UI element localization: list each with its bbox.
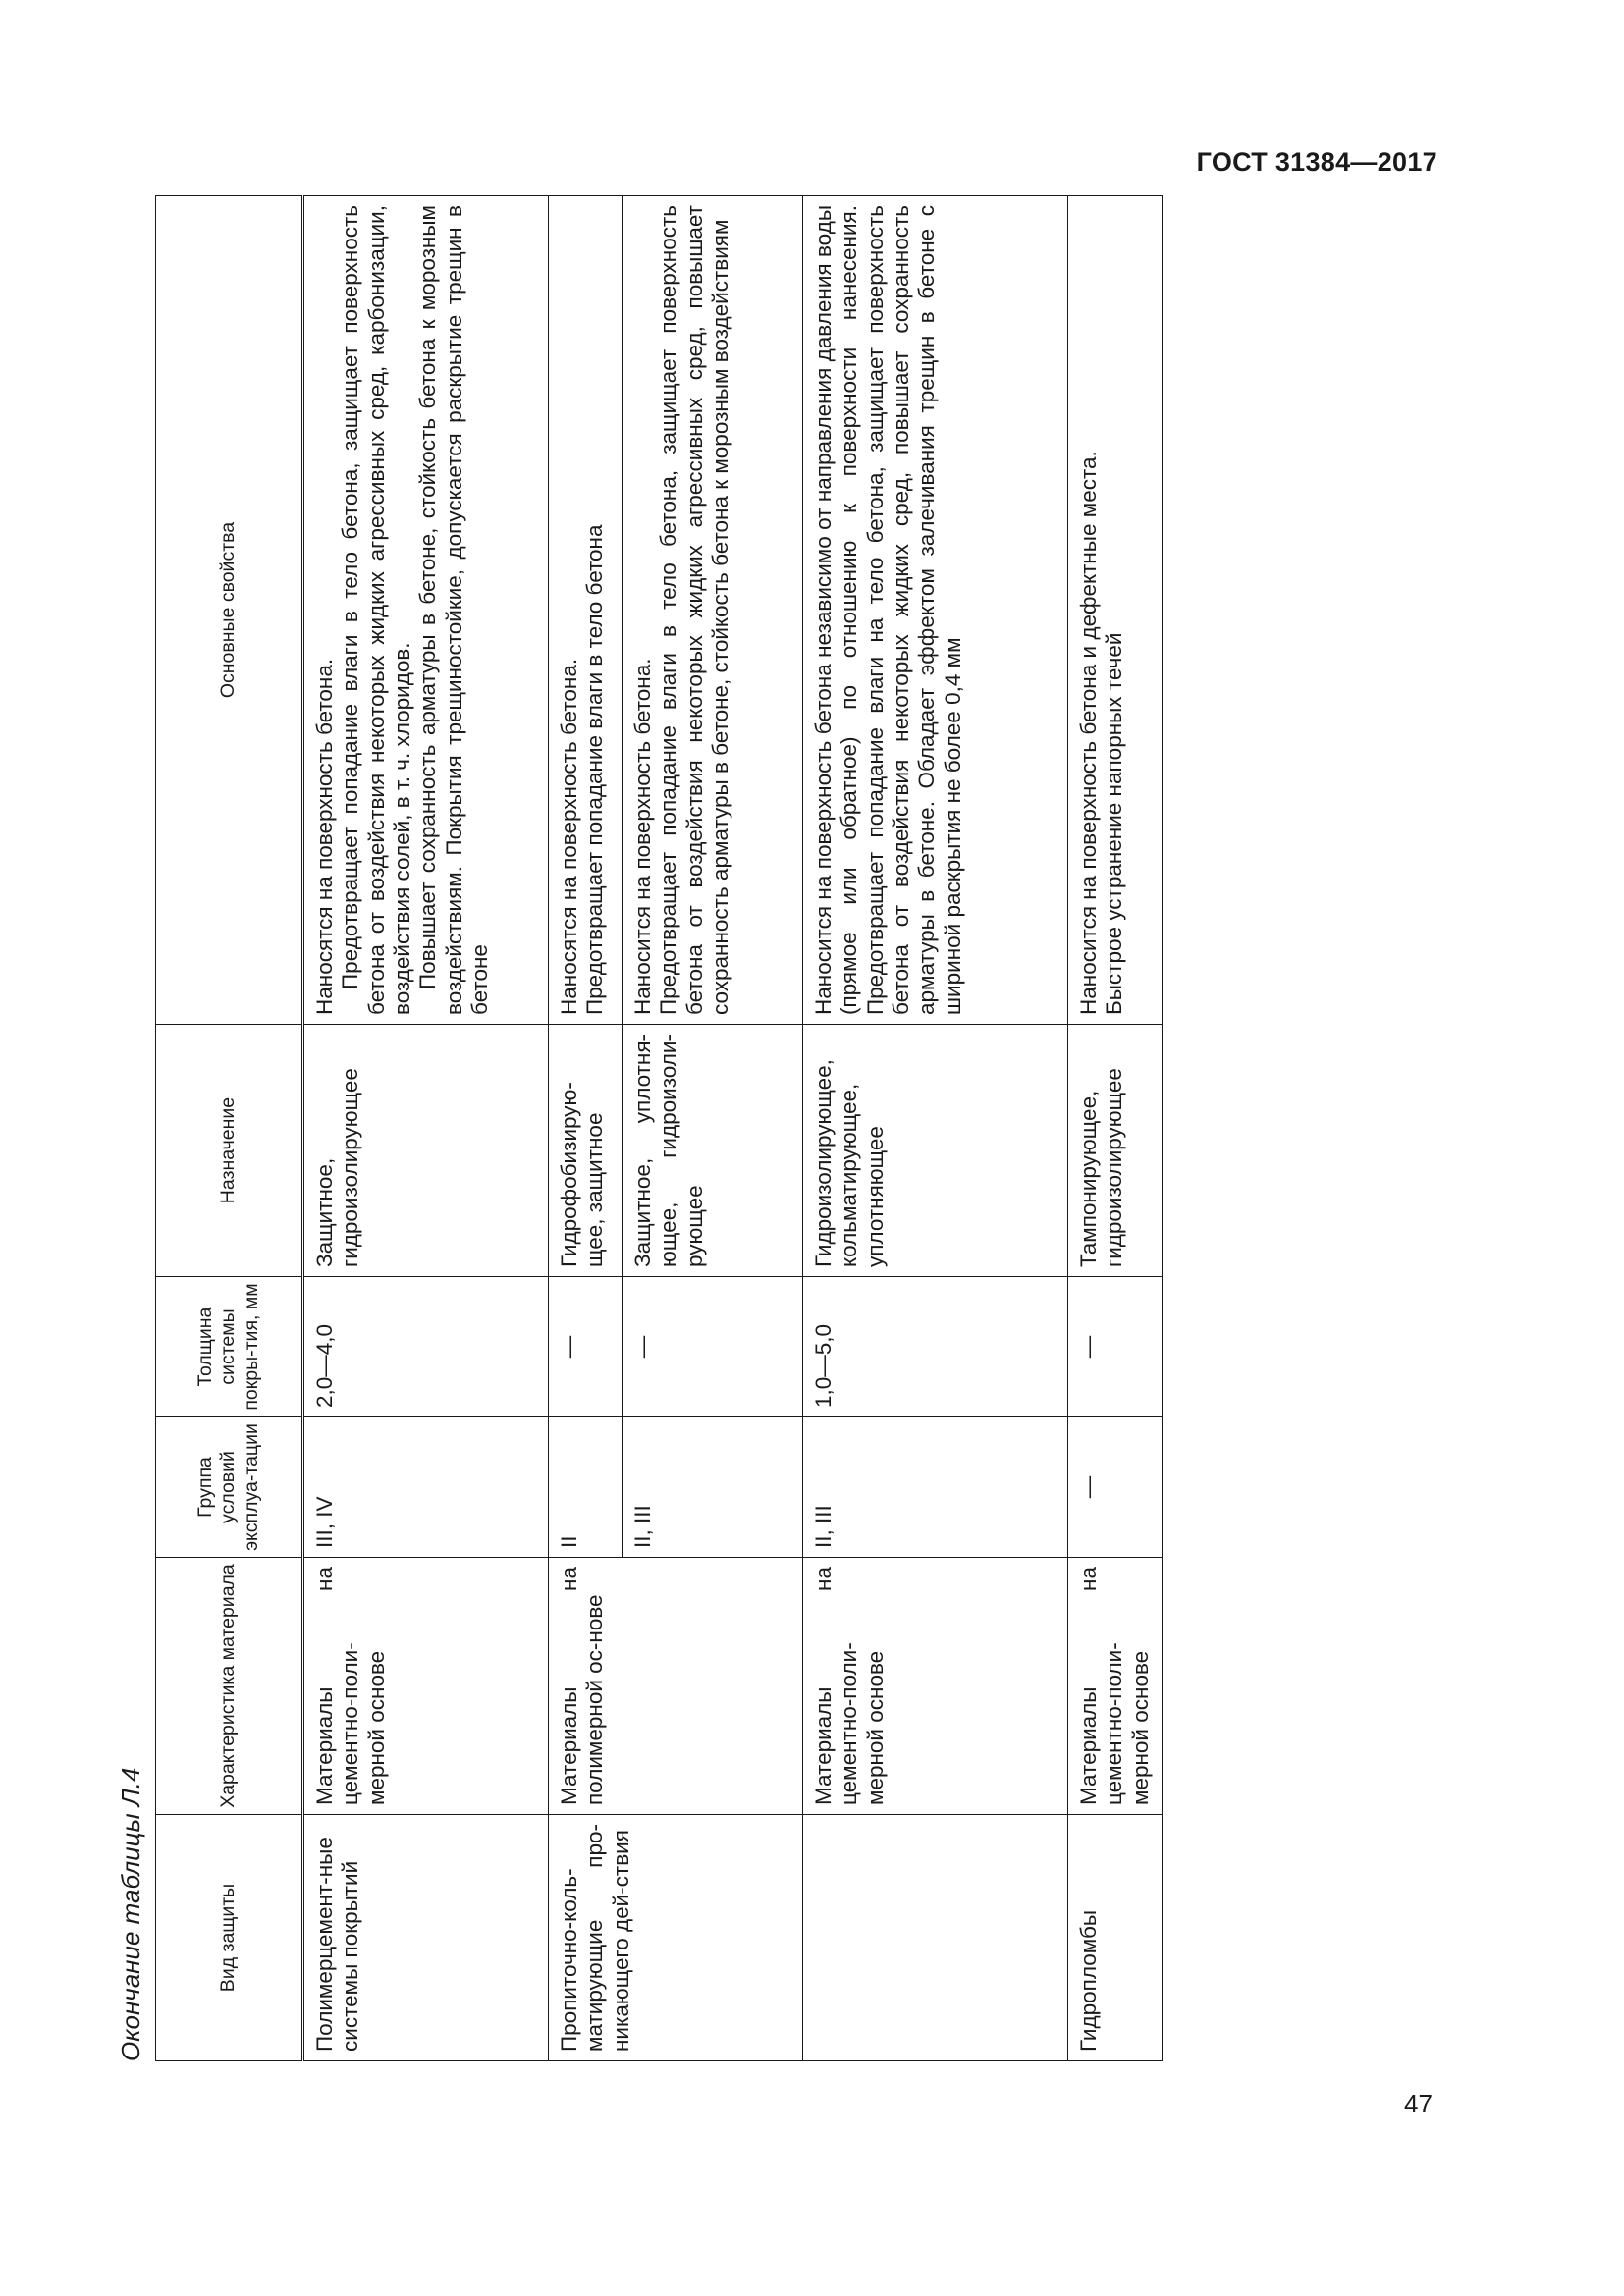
cell-thickness: 2,0—4,0	[303, 1277, 549, 1417]
cell-material: Материалы на цементно-поли-мерной основе	[303, 1558, 549, 1815]
column-header-properties: Основные свойства	[156, 196, 303, 1025]
table-row	[303, 196, 549, 2061]
property-line: Наносится на поверхность бетона.	[630, 658, 655, 1015]
cell-thickness: —	[1068, 1277, 1163, 1417]
cell-purpose: Гидроизолирующее, кольматирующее, уплотняющее	[803, 1025, 1068, 1277]
property-line: Наносятся на поверхность бетона.	[312, 658, 337, 1015]
cell-group: —	[1068, 1417, 1163, 1558]
cell-kind: Гидропломбы	[1068, 1815, 1163, 2061]
cell-group: II, III	[623, 1417, 803, 1558]
table-header-row	[156, 196, 303, 2061]
property-line: Быстрое устранение напорных течей	[1102, 632, 1127, 1015]
property-line: Предотвращает попадание влаги в тело бетона, защищает поверхность бетона от воздействия некоторых жидких агрессивных сред, карбонизации, воздействия солей, в т. ч. хлоридов.	[338, 205, 414, 1015]
cell-purpose: Тампонирующее, гидроизолирующее	[1068, 1025, 1163, 1277]
cell-properties	[1068, 196, 1163, 1025]
table-row	[1068, 196, 1163, 2061]
cell-group: II	[549, 1417, 623, 1558]
cell-kind: Полимерцемент-ные системы покрытий	[303, 1815, 549, 2061]
property-line: Наносится на поверхность бетона и дефектные места.	[1076, 451, 1101, 1015]
cell-thickness: —	[549, 1277, 623, 1417]
document-header: ГОСТ 31384—2017	[1196, 147, 1437, 177]
column-header-thickness: Толщина системы покры-тия, мм	[156, 1277, 303, 1417]
cell-material: Материалы на полимерной ос-нове	[549, 1558, 623, 1815]
property-line: Наносится на поверхность бетона независимо от направления давления воды (прямое или обратное) по отношению к поверхности нанесения. Предотвращает попадание влаги на тело бетона, защищает поверхность бетона от воздействия некоторых жидких сред, повышает сохранность арматуры в бетоне. Обладает эффектом залечивания трещин в бетоне с шириной раскрытия не более 0,4 мм	[811, 205, 965, 1015]
cell-group: III, IV	[303, 1417, 549, 1558]
cell-properties	[303, 196, 549, 1025]
protection-table	[155, 195, 1163, 2061]
cell-kind: Пропиточно-коль-матирующие про-никающего дей-ствия	[549, 1815, 803, 2061]
cell-material: Материалы на цементно-поли-мерной основе	[803, 1558, 1068, 1815]
column-header-purpose: Назначение	[156, 1025, 303, 1277]
cell-thickness: 1,0—5,0	[803, 1277, 1068, 1417]
column-header-material: Характеристика материала	[156, 1558, 303, 1815]
cell-material-continued	[623, 1558, 803, 1815]
cell-properties	[549, 196, 623, 1025]
table-row	[623, 196, 803, 2061]
cell-purpose: Защитное, гидроизолирующее	[303, 1025, 549, 1277]
cell-purpose: Защитное, уплотня-ющее, гидроизоли-рующее	[623, 1025, 803, 1277]
property-line: Предотвращает попадание влаги в тело бетона	[582, 524, 608, 1015]
table-row	[803, 196, 1068, 2061]
cell-properties	[803, 196, 1068, 1025]
rotated-table-block	[106, 196, 1153, 2061]
column-header-kind: Вид защиты	[156, 1815, 303, 2061]
cell-material: Материалы на цементно-поли-мерной основе	[1068, 1558, 1163, 1815]
property-line: Повышает сохранность арматуры в бетоне, стойкость бетона к морозным воздействиям. Покрытия трещиностойкие, допускается раскрытие трещин в бетоне	[415, 205, 492, 1015]
column-header-group: Группа условий эксплуа-тации	[156, 1417, 303, 1558]
property-line: Предотвращает попадание влаги в тело бетона, защищает поверхность бетона от воздействия некоторых жидких агрессивных сред, повышает сохранность арматуры в бетоне, стойкость бетона к морозным воздействиям	[656, 205, 732, 1015]
table-caption: Окончание таблицы Л.4	[116, 1767, 145, 2061]
cell-thickness: —	[623, 1277, 803, 1417]
property-line: Наносятся на поверхность бетона.	[557, 658, 581, 1015]
cell-kind-continued	[803, 1815, 1068, 2061]
cell-purpose: Гидрофобизирую-щее, защитное	[549, 1025, 623, 1277]
table-row	[549, 196, 623, 2061]
cell-properties	[623, 196, 803, 1025]
cell-group: II, III	[803, 1417, 1068, 1558]
page-number: 47	[1404, 2089, 1433, 2118]
